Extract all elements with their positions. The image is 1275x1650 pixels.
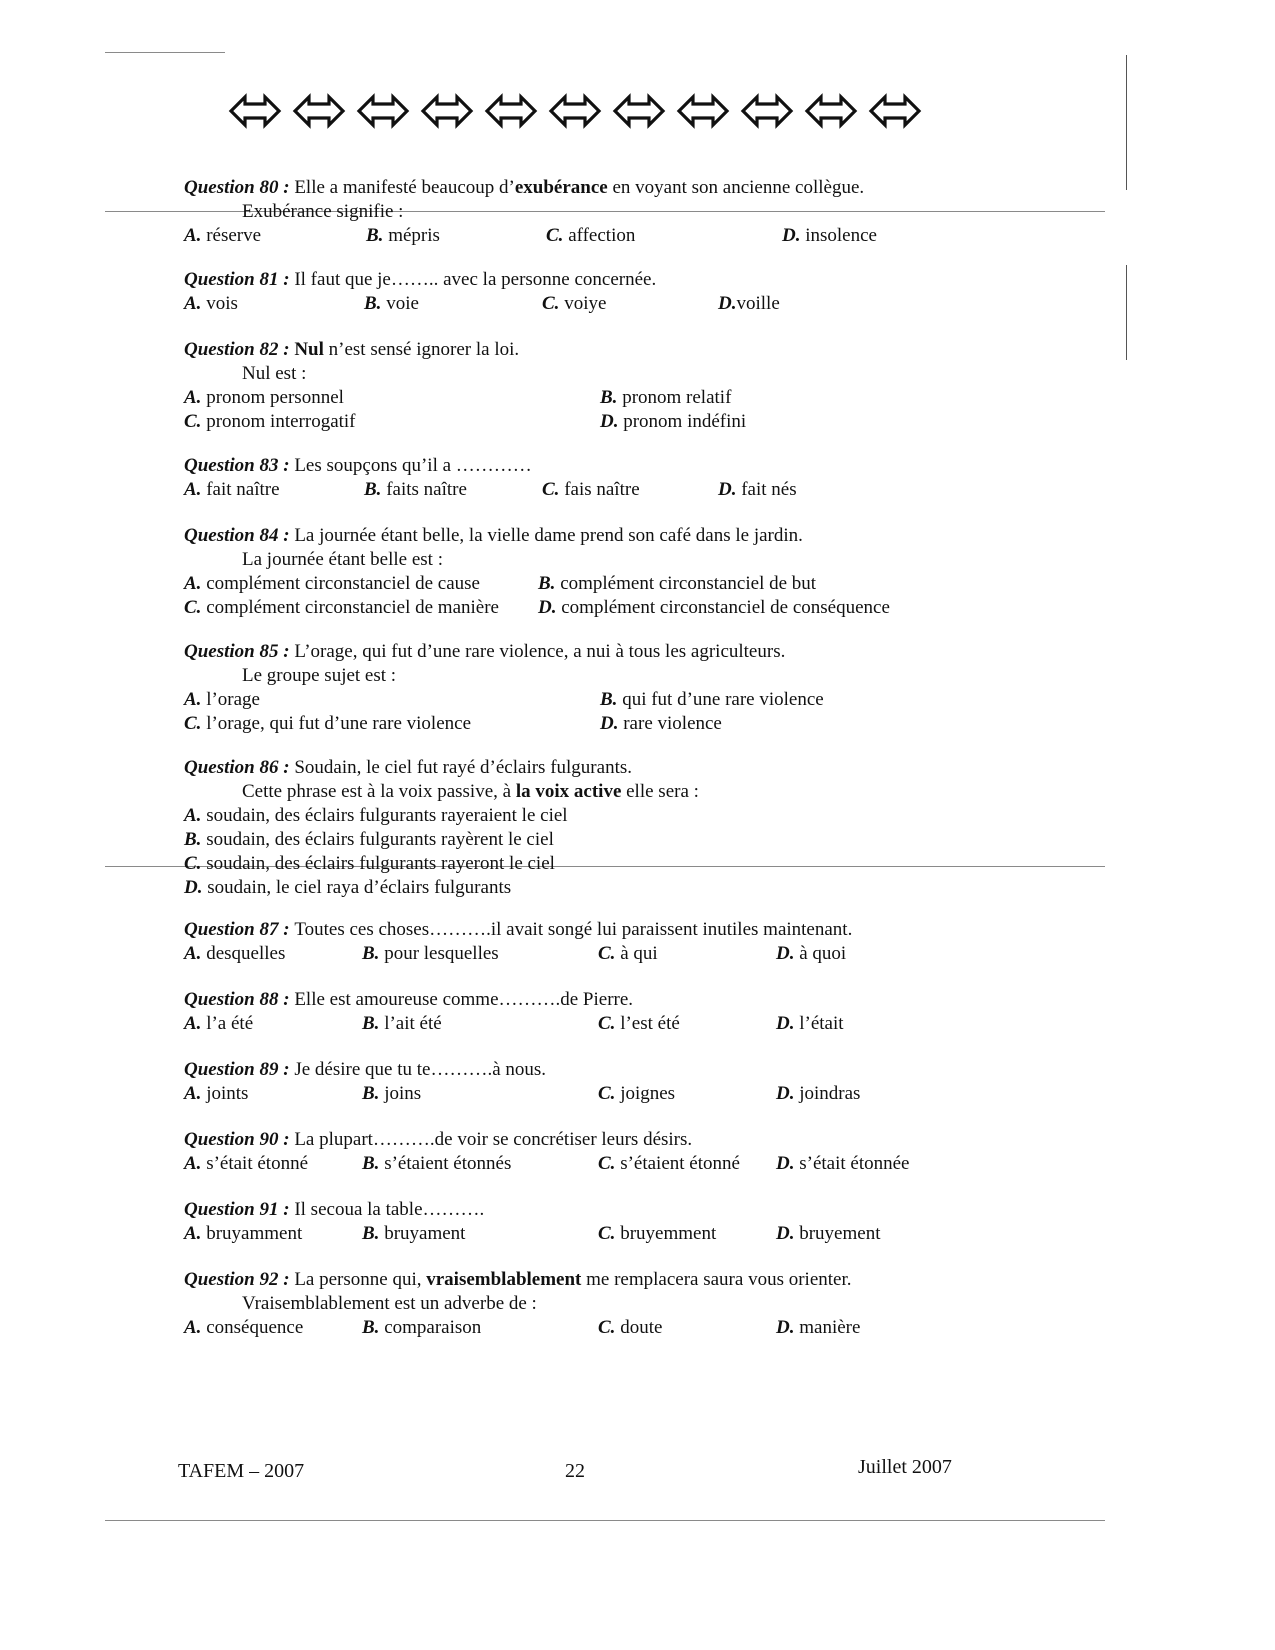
question-label: Question 90 <box>184 1129 279 1150</box>
question-label: Question 84 <box>184 525 279 546</box>
question-text: elle sera : <box>621 781 699 802</box>
arrow-row <box>228 90 922 132</box>
option-letter: C. <box>598 1083 616 1104</box>
option-text: bruyemment <box>615 1223 717 1244</box>
question-label: Question 86 <box>184 757 279 778</box>
option-a[interactable] <box>184 804 964 828</box>
question-separator: : <box>278 641 295 662</box>
question-separator: : <box>278 1129 295 1150</box>
question-separator: : <box>278 455 295 476</box>
question-q86 <box>184 756 964 900</box>
option-letter: A. <box>184 387 202 408</box>
option-d[interactable] <box>600 410 746 434</box>
answer-options <box>184 1222 964 1246</box>
question-separator: : <box>278 919 295 940</box>
option-letter: A. <box>184 225 202 246</box>
question-q88 <box>184 988 964 1036</box>
scan-right-edge <box>1126 55 1127 190</box>
question-stem <box>184 1268 964 1292</box>
option-letter: B. <box>538 573 556 594</box>
option-letter: C. <box>598 1013 616 1034</box>
question-q85 <box>184 640 964 736</box>
question-subprompt <box>184 780 964 804</box>
option-letter: D. <box>718 293 737 314</box>
question-text: Elle a manifesté beaucoup d’ <box>294 177 515 198</box>
option-c[interactable] <box>598 1082 675 1106</box>
option-text: rare violence <box>618 713 722 734</box>
option-text: l’ait été <box>379 1013 442 1034</box>
answer-options <box>184 1012 964 1036</box>
option-text: soudain, des éclairs fulgurants rayèrent le ciel <box>201 829 554 850</box>
question-stem <box>184 1198 964 1222</box>
double-arrow-icon <box>612 90 666 132</box>
option-b[interactable] <box>600 386 731 410</box>
option-text: l’était <box>794 1013 844 1034</box>
option-c[interactable] <box>184 852 964 876</box>
option-c[interactable] <box>598 1152 740 1176</box>
option-a[interactable] <box>184 942 285 966</box>
option-letter: D. <box>782 225 801 246</box>
option-d[interactable] <box>776 1082 860 1106</box>
option-text: soudain, des éclairs fulgurants rayeront le ciel <box>201 853 555 874</box>
question-label: Question 91 <box>184 1199 279 1220</box>
emphasized-term: Nul <box>294 339 324 360</box>
option-text: affection <box>563 225 636 246</box>
question-separator: : <box>278 757 295 778</box>
question-text: La journée étant belle, la vielle dame prend son café dans le jardin. <box>294 525 803 546</box>
option-letter: A. <box>184 1317 202 1338</box>
option-letter: C. <box>598 1223 616 1244</box>
option-text: bruyament <box>379 1223 466 1244</box>
question-stem <box>184 176 964 200</box>
option-d[interactable] <box>776 1222 881 1246</box>
question-stem <box>184 1128 964 1152</box>
option-letter: B. <box>600 387 618 408</box>
option-letter: A. <box>184 1153 202 1174</box>
double-arrow-icon <box>548 90 602 132</box>
option-letter: A. <box>184 1013 202 1034</box>
question-text: Il faut que je…….. avec la personne concernée. <box>294 269 657 290</box>
option-a[interactable] <box>184 292 238 316</box>
option-text: soudain, des éclairs fulgurants rayeraient le ciel <box>201 805 568 826</box>
option-c[interactable] <box>598 1012 680 1036</box>
option-text: bruyamment <box>201 1223 303 1244</box>
double-arrow-icon <box>740 90 794 132</box>
question-stem <box>184 1058 964 1082</box>
option-d[interactable] <box>184 876 964 900</box>
option-text: à qui <box>615 943 658 964</box>
option-text: joindras <box>794 1083 861 1104</box>
option-text: voille <box>736 293 780 314</box>
question-stem <box>184 756 964 780</box>
option-text: complément circonstanciel de manière <box>201 597 499 618</box>
question-label: Question 81 <box>184 269 279 290</box>
question-text: Elle est amoureuse comme……….de Pierre. <box>294 989 634 1010</box>
answer-options <box>184 386 964 434</box>
option-text: l’orage <box>201 689 260 710</box>
option-b[interactable] <box>366 224 440 248</box>
option-letter: C. <box>184 713 202 734</box>
option-c[interactable] <box>546 224 635 248</box>
option-a[interactable] <box>184 688 260 712</box>
option-text: pour lesquelles <box>379 943 499 964</box>
option-c[interactable] <box>598 1316 662 1340</box>
option-text: s’étaient étonné <box>615 1153 740 1174</box>
option-b[interactable] <box>538 572 816 596</box>
question-q89 <box>184 1058 964 1106</box>
question-text: La plupart……….de voir se concrétiser leurs désirs. <box>294 1129 693 1150</box>
option-letter: A. <box>184 805 202 826</box>
option-text: voiye <box>559 293 607 314</box>
question-subprompt: La journée étant belle est : <box>242 549 443 570</box>
option-text: fait naître <box>201 479 280 500</box>
option-text: faits naître <box>381 479 467 500</box>
option-text: s’était étonné <box>201 1153 309 1174</box>
option-d[interactable] <box>600 712 722 736</box>
option-letter: B. <box>364 479 382 500</box>
option-b[interactable] <box>362 942 499 966</box>
option-d[interactable] <box>776 1012 844 1036</box>
option-letter: C. <box>598 1317 616 1338</box>
answer-options <box>184 804 964 900</box>
option-letter: C. <box>184 853 202 874</box>
scan-rule-bottom <box>105 1520 1105 1521</box>
option-letter: D. <box>776 943 795 964</box>
option-letter: A. <box>184 689 202 710</box>
question-label: Question 92 <box>184 1269 279 1290</box>
option-a[interactable] <box>184 1222 302 1246</box>
option-b[interactable] <box>362 1222 465 1246</box>
question-separator: : <box>278 269 295 290</box>
option-text: l’orage, qui fut d’une rare violence <box>201 713 472 734</box>
option-text: pronom interrogatif <box>201 411 356 432</box>
option-b[interactable] <box>362 1316 481 1340</box>
question-text: Cette phrase est à la voix passive, à <box>242 781 516 802</box>
option-letter: C. <box>184 597 202 618</box>
question-separator: : <box>278 177 295 198</box>
option-d[interactable] <box>718 292 780 316</box>
option-text: pronom indéfini <box>618 411 747 432</box>
double-arrow-icon <box>868 90 922 132</box>
option-c[interactable] <box>184 712 471 736</box>
option-b[interactable] <box>184 828 964 852</box>
option-text: voie <box>381 293 419 314</box>
option-letter: B. <box>362 1013 380 1034</box>
question-text: Il secoua la table………. <box>294 1199 485 1220</box>
question-separator: : <box>278 339 295 360</box>
question-text: Soudain, le ciel fut rayé d’éclairs fulgurants. <box>294 757 632 778</box>
option-text: joints <box>201 1083 249 1104</box>
option-text: fait nés <box>736 479 797 500</box>
option-a[interactable] <box>184 1316 303 1340</box>
option-letter: D. <box>600 713 619 734</box>
option-text: conséquence <box>201 1317 304 1338</box>
option-text: complément circonstanciel de but <box>555 573 817 594</box>
question-stem <box>184 338 964 362</box>
question-q81 <box>184 268 964 316</box>
emphasized-term: exubérance <box>514 177 608 198</box>
option-d[interactable] <box>776 1316 860 1340</box>
footer-right: Juillet 2007 <box>858 1456 952 1478</box>
answer-options <box>184 478 964 502</box>
question-text: en voyant son ancienne collègue. <box>607 177 865 198</box>
option-letter: B. <box>362 1223 380 1244</box>
question-stem <box>184 454 964 478</box>
double-arrow-icon <box>804 90 858 132</box>
question-q91 <box>184 1198 964 1246</box>
option-d[interactable] <box>718 478 797 502</box>
option-letter: C. <box>546 225 564 246</box>
option-letter: A. <box>184 1223 202 1244</box>
option-text: qui fut d’une rare violence <box>617 689 824 710</box>
option-letter: B. <box>362 1317 380 1338</box>
question-subprompt: Vraisemblablement est un adverbe de : <box>242 1293 537 1314</box>
question-stem <box>184 268 964 292</box>
option-a[interactable] <box>184 572 480 596</box>
question-separator: : <box>278 525 295 546</box>
question-separator: : <box>278 1199 295 1220</box>
question-separator: : <box>278 989 295 1010</box>
question-subprompt: Le groupe sujet est : <box>242 665 397 686</box>
option-letter: C. <box>184 411 202 432</box>
emphasized-term: la voix active <box>515 781 622 802</box>
option-letter: B. <box>184 829 202 850</box>
option-a[interactable] <box>184 1012 253 1036</box>
option-text: doute <box>615 1317 663 1338</box>
option-text: desquelles <box>201 943 286 964</box>
option-a[interactable] <box>184 224 261 248</box>
option-text: insolence <box>800 225 877 246</box>
option-text: pronom personnel <box>201 387 344 408</box>
option-letter: B. <box>362 1083 380 1104</box>
option-d[interactable] <box>538 596 890 620</box>
question-text: La personne qui, <box>294 1269 427 1290</box>
double-arrow-icon <box>676 90 730 132</box>
option-letter: D. <box>776 1317 795 1338</box>
option-letter: C. <box>598 943 616 964</box>
double-arrow-icon <box>356 90 410 132</box>
question-q83 <box>184 454 964 502</box>
option-text: joins <box>379 1083 422 1104</box>
answer-options <box>184 224 964 248</box>
option-letter: C. <box>542 479 560 500</box>
option-letter: D. <box>776 1153 795 1174</box>
option-b[interactable] <box>362 1012 442 1036</box>
option-letter: D. <box>184 877 203 898</box>
question-label: Question 82 <box>184 339 279 360</box>
question-text: Je désire que tu te……….à nous. <box>294 1059 547 1080</box>
question-separator: : <box>278 1269 295 1290</box>
option-b[interactable] <box>364 292 419 316</box>
question-stem <box>184 524 964 548</box>
question-q87 <box>184 918 964 966</box>
option-letter: B. <box>362 943 380 964</box>
option-letter: D. <box>718 479 737 500</box>
question-label: Question 80 <box>184 177 279 198</box>
option-text: mépris <box>383 225 440 246</box>
option-letter: D. <box>776 1223 795 1244</box>
footer-left: TAFEM – 2007 <box>178 1460 305 1482</box>
question-text: Les soupçons qu’il a ………… <box>294 455 532 476</box>
option-a[interactable] <box>184 478 280 502</box>
option-c[interactable] <box>184 596 499 620</box>
footer-page-number: 22 <box>565 1460 585 1482</box>
question-label: Question 83 <box>184 455 279 476</box>
question-text: Toutes ces choses……….il avait songé lui paraissent inutiles maintenant. <box>294 919 853 940</box>
option-letter: B. <box>364 293 382 314</box>
option-text: joignes <box>615 1083 676 1104</box>
option-c[interactable] <box>598 942 658 966</box>
option-text: manière <box>794 1317 861 1338</box>
option-text: soudain, le ciel raya d’éclairs fulgurants <box>202 877 512 898</box>
answer-options <box>184 292 964 316</box>
question-label: Question 85 <box>184 641 279 662</box>
scan-top-rule <box>105 52 225 53</box>
question-subprompt: Exubérance signifie : <box>242 201 404 222</box>
option-letter: B. <box>366 225 384 246</box>
double-arrow-icon <box>228 90 282 132</box>
option-text: complément circonstanciel de conséquence <box>556 597 890 618</box>
option-letter: A. <box>184 1083 202 1104</box>
option-text: bruyement <box>794 1223 881 1244</box>
scan-right-edge-2 <box>1126 265 1127 360</box>
option-letter: C. <box>542 293 560 314</box>
question-subprompt: Nul est : <box>242 363 307 384</box>
answer-options <box>184 1082 964 1106</box>
option-letter: A. <box>184 479 202 500</box>
option-a[interactable] <box>184 386 344 410</box>
option-letter: D. <box>776 1083 795 1104</box>
option-letter: C. <box>598 1153 616 1174</box>
option-b[interactable] <box>600 688 824 712</box>
option-letter: D. <box>538 597 557 618</box>
double-arrow-icon <box>420 90 474 132</box>
option-letter: D. <box>776 1013 795 1034</box>
option-letter: A. <box>184 293 202 314</box>
option-text: l’est été <box>615 1013 680 1034</box>
emphasized-term: vraisemblablement <box>426 1269 582 1290</box>
question-stem <box>184 640 964 664</box>
question-q92 <box>184 1268 964 1340</box>
question-text: n’est sensé ignorer la loi. <box>323 339 520 360</box>
option-a[interactable] <box>184 1082 248 1106</box>
option-letter: B. <box>600 689 618 710</box>
question-separator: : <box>278 1059 295 1080</box>
option-letter: A. <box>184 943 202 964</box>
question-q80 <box>184 176 964 248</box>
option-text: réserve <box>201 225 262 246</box>
option-letter: D. <box>600 411 619 432</box>
option-c[interactable] <box>542 478 640 502</box>
answer-options <box>184 1316 964 1340</box>
option-a[interactable] <box>184 1152 308 1176</box>
question-stem <box>184 988 964 1012</box>
question-stem <box>184 918 964 942</box>
option-text: fais naître <box>559 479 640 500</box>
question-label: Question 88 <box>184 989 279 1010</box>
question-q90 <box>184 1128 964 1176</box>
question-text: L’orage, qui fut d’une rare violence, a nui à tous les agriculteurs. <box>294 641 786 662</box>
option-d[interactable] <box>782 224 877 248</box>
option-text: s’était étonnée <box>794 1153 910 1174</box>
option-c[interactable] <box>542 292 606 316</box>
option-d[interactable] <box>776 942 846 966</box>
option-letter: A. <box>184 573 202 594</box>
option-b[interactable] <box>362 1152 511 1176</box>
option-b[interactable] <box>364 478 467 502</box>
double-arrow-icon <box>484 90 538 132</box>
double-arrow-icon <box>292 90 346 132</box>
answer-options <box>184 942 964 966</box>
option-text: comparaison <box>379 1317 482 1338</box>
option-text: l’a été <box>201 1013 254 1034</box>
option-d[interactable] <box>776 1152 910 1176</box>
answer-options <box>184 688 964 736</box>
option-text: vois <box>201 293 238 314</box>
answer-options <box>184 572 964 620</box>
option-text: à quoi <box>794 943 847 964</box>
question-text: me remplacera saura vous orienter. <box>581 1269 852 1290</box>
answer-options <box>184 1152 964 1176</box>
option-text: complément circonstanciel de cause <box>201 573 480 594</box>
option-letter: B. <box>362 1153 380 1174</box>
question-label: Question 89 <box>184 1059 279 1080</box>
option-b[interactable] <box>362 1082 421 1106</box>
option-c[interactable] <box>184 410 356 434</box>
question-label: Question 87 <box>184 919 279 940</box>
question-q84 <box>184 524 964 620</box>
option-text: pronom relatif <box>617 387 732 408</box>
option-text: s’étaient étonnés <box>379 1153 512 1174</box>
option-c[interactable] <box>598 1222 716 1246</box>
question-q82 <box>184 338 964 434</box>
